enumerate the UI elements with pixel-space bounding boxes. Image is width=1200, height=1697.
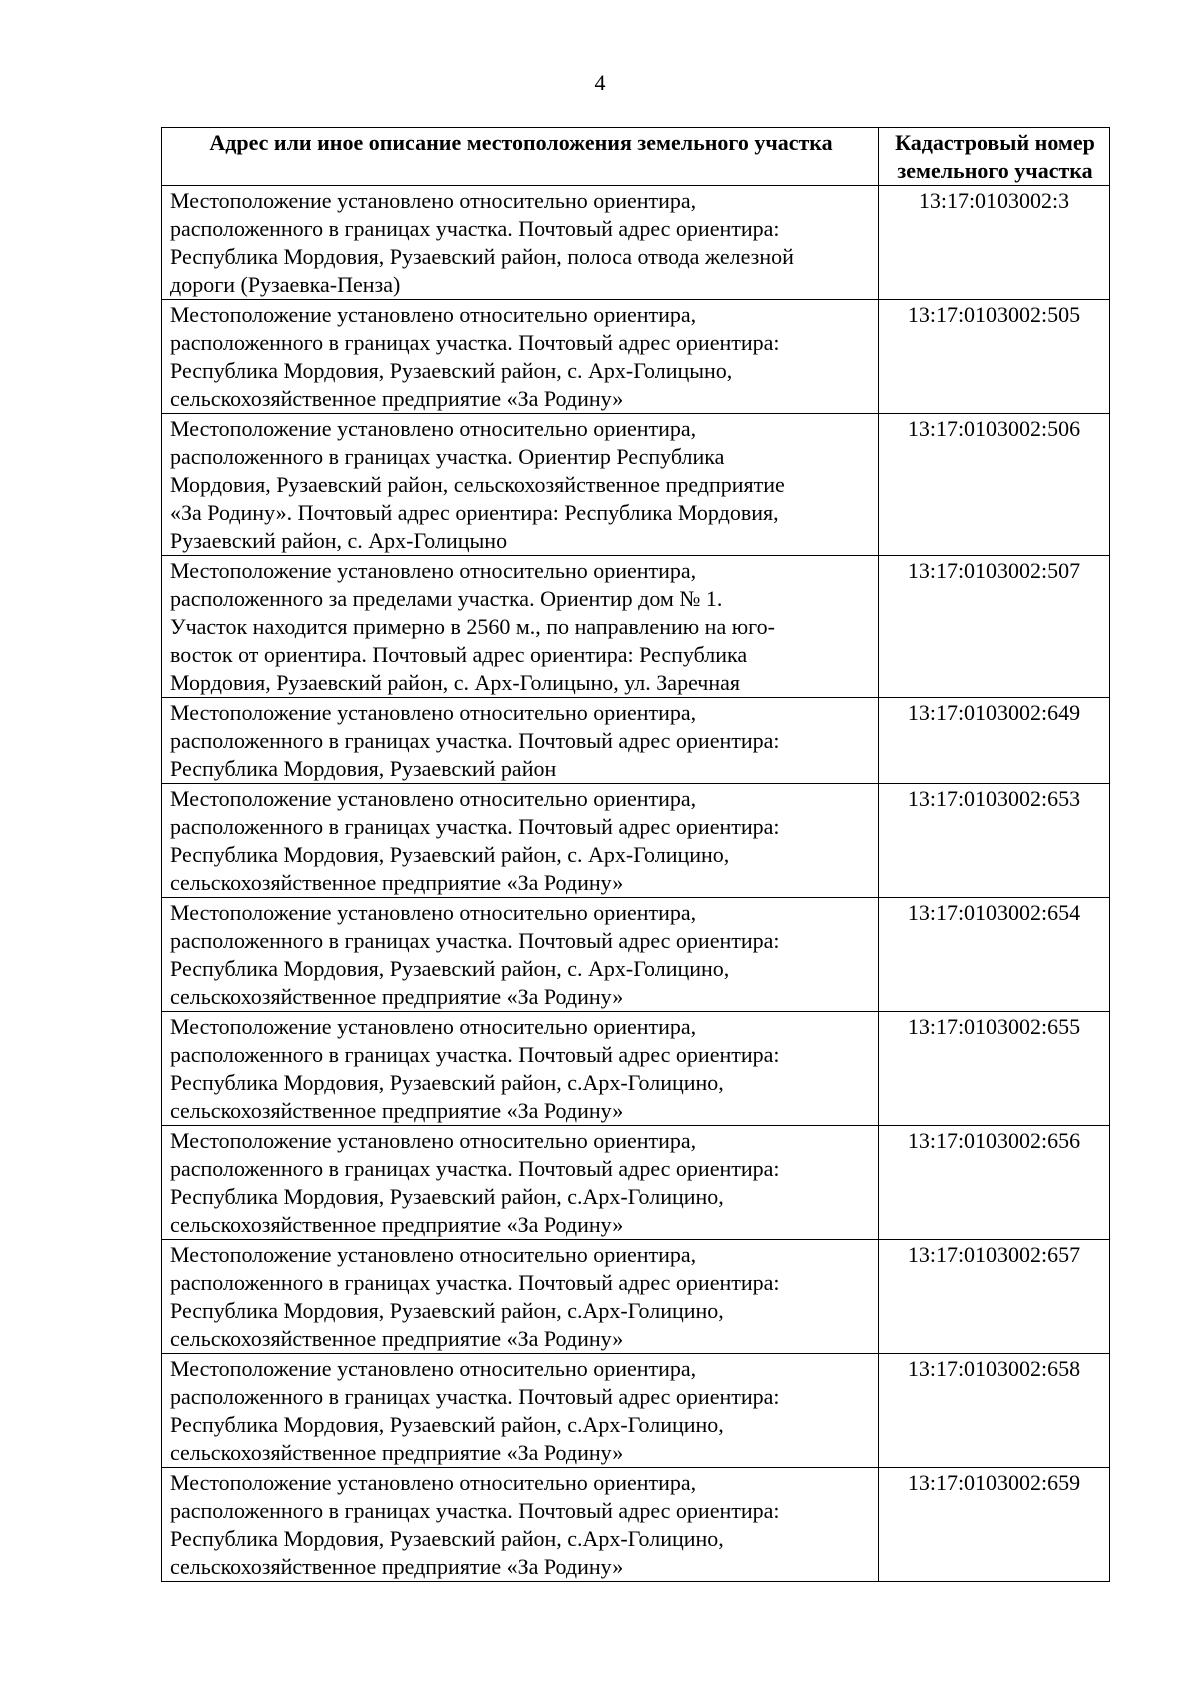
- parcel-address-cell: [162, 186, 879, 300]
- parcel-address-line: Мордовия, Рузаевский район, с. Арх-Голицыно, ул. Заречная: [170, 670, 741, 695]
- parcel-address-line: Рузаевский район, с. Арх-Голицыно: [170, 528, 508, 553]
- cadastral-number-cell: 13:17:0103002:649: [879, 698, 1110, 784]
- table-body: [162, 186, 1110, 1582]
- table-row: [162, 1012, 1110, 1126]
- parcel-address-line: расположенного в границах участка. Почтовый адрес ориентира:: [170, 1498, 780, 1523]
- parcel-address-line: сельскохозяйственное предприятие «За Родину»: [170, 1098, 624, 1123]
- cadastral-number-cell: 13:17:0103002:653: [879, 784, 1110, 898]
- parcel-address-line: Местоположение установлено относительно ориентира,: [170, 1128, 697, 1153]
- parcel-address-line: Республика Мордовия, Рузаевский район: [170, 756, 557, 781]
- cadastral-number-cell: 13:17:0103002:654: [879, 898, 1110, 1012]
- parcel-address-line: Республика Мордовия, Рузаевский район, с. Арх-Голицино,: [170, 842, 730, 867]
- table-row: [162, 186, 1110, 300]
- parcel-address-cell: [162, 1468, 879, 1582]
- parcel-address-line: расположенного в границах участка. Почтовый адрес ориентира:: [170, 216, 780, 241]
- parcel-address-cell: [162, 1240, 879, 1354]
- parcel-address-line: Местоположение установлено относительно ориентира,: [170, 1470, 697, 1495]
- parcel-address-line: Местоположение установлено относительно ориентира,: [170, 1014, 697, 1039]
- parcel-address-line: Участок находится примерно в 2560 м., по направлению на юго-: [170, 614, 775, 639]
- parcel-address-cell: [162, 414, 879, 556]
- parcel-address-line: Местоположение установлено относительно ориентира,: [170, 900, 697, 925]
- cadastral-number-cell: 13:17:0103002:505: [879, 300, 1110, 414]
- parcel-address-line: сельскохозяйственное предприятие «За Родину»: [170, 386, 624, 411]
- table-row: [162, 414, 1110, 556]
- parcel-address-line: Местоположение установлено относительно ориентира,: [170, 302, 697, 327]
- cadastral-number-cell: 13:17:0103002:656: [879, 1126, 1110, 1240]
- parcel-address-line: сельскохозяйственное предприятие «За Родину»: [170, 1326, 624, 1351]
- header-address: Адрес или иное описание местоположения земельного участка: [162, 128, 879, 186]
- table-row: [162, 1126, 1110, 1240]
- table-row: [162, 1240, 1110, 1354]
- table-row: [162, 698, 1110, 784]
- parcel-address-line: сельскохозяйственное предприятие «За Родину»: [170, 1440, 624, 1465]
- parcel-address-line: сельскохозяйственное предприятие «За Родину»: [170, 1212, 624, 1237]
- parcel-address-line: расположенного за пределами участка. Ориентир дом № 1.: [170, 586, 723, 611]
- table-header-row: [162, 128, 1110, 186]
- parcel-address-line: расположенного в границах участка. Почтовый адрес ориентира:: [170, 1042, 780, 1067]
- parcel-address-cell: [162, 698, 879, 784]
- header-cadastral-number: Кадастровый номер земельного участка: [879, 128, 1110, 186]
- cadastral-number-cell: 13:17:0103002:655: [879, 1012, 1110, 1126]
- cadastral-number-cell: 13:17:0103002:3: [879, 186, 1110, 300]
- table-row: [162, 300, 1110, 414]
- parcel-address-line: восток от ориентира. Почтовый адрес ориентира: Республика: [170, 642, 748, 667]
- parcel-address-line: «За Родину». Почтовый адрес ориентира: Республика Мордовия,: [170, 500, 779, 525]
- parcel-address-line: Республика Мордовия, Рузаевский район, полоса отвода железной: [170, 244, 794, 269]
- cadastral-number-cell: 13:17:0103002:659: [879, 1468, 1110, 1582]
- parcel-address-line: Республика Мордовия, Рузаевский район, с.Арх-Голицино,: [170, 1298, 724, 1323]
- cadastral-number-cell: 13:17:0103002:507: [879, 556, 1110, 698]
- parcel-address-line: сельскохозяйственное предприятие «За Родину»: [170, 984, 624, 1009]
- parcel-address-line: Местоположение установлено относительно ориентира,: [170, 700, 697, 725]
- parcel-address-line: дороги (Рузаевка-Пенза): [170, 272, 401, 297]
- cadastral-number-cell: 13:17:0103002:658: [879, 1354, 1110, 1468]
- parcel-address-line: расположенного в границах участка. Ориентир Республика: [170, 444, 725, 469]
- table-row: [162, 1468, 1110, 1582]
- parcel-address-line: расположенного в границах участка. Почтовый адрес ориентира:: [170, 814, 780, 839]
- parcel-address-line: сельскохозяйственное предприятие «За Родину»: [170, 870, 624, 895]
- parcel-address-line: расположенного в границах участка. Почтовый адрес ориентира:: [170, 1156, 780, 1181]
- parcel-address-line: Республика Мордовия, Рузаевский район, с.Арх-Голицино,: [170, 1412, 724, 1437]
- table-row: [162, 1354, 1110, 1468]
- parcel-address-line: Республика Мордовия, Рузаевский район, с.Арх-Голицино,: [170, 1526, 724, 1551]
- parcel-address-line: расположенного в границах участка. Почтовый адрес ориентира:: [170, 1270, 780, 1295]
- parcel-address-line: Республика Мордовия, Рузаевский район, с. Арх-Голицыно,: [170, 358, 733, 383]
- parcel-address-cell: [162, 898, 879, 1012]
- parcel-address-line: расположенного в границах участка. Почтовый адрес ориентира:: [170, 330, 780, 355]
- parcel-address-line: Местоположение установлено относительно ориентира,: [170, 188, 697, 213]
- parcel-address-line: расположенного в границах участка. Почтовый адрес ориентира:: [170, 728, 780, 753]
- parcel-address-cell: [162, 556, 879, 698]
- parcel-address-line: Республика Мордовия, Рузаевский район, с. Арх-Голицино,: [170, 956, 730, 981]
- parcel-address-line: Местоположение установлено относительно ориентира,: [170, 416, 697, 441]
- parcel-address-cell: [162, 784, 879, 898]
- parcel-address-line: Местоположение установлено относительно ориентира,: [170, 786, 697, 811]
- land-parcels-table: [161, 127, 1110, 1582]
- table-row: [162, 898, 1110, 1012]
- cadastral-number-cell: 13:17:0103002:506: [879, 414, 1110, 556]
- cadastral-number-cell: 13:17:0103002:657: [879, 1240, 1110, 1354]
- parcel-address-cell: [162, 300, 879, 414]
- table-row: [162, 556, 1110, 698]
- parcel-address-line: сельскохозяйственное предприятие «За Родину»: [170, 1554, 624, 1579]
- parcel-address-line: Местоположение установлено относительно ориентира,: [170, 558, 697, 583]
- page-number: 4: [594, 70, 606, 95]
- parcel-address-line: расположенного в границах участка. Почтовый адрес ориентира:: [170, 928, 780, 953]
- table-row: [162, 784, 1110, 898]
- parcel-address-cell: [162, 1012, 879, 1126]
- parcel-address-line: Республика Мордовия, Рузаевский район, с.Арх-Голицино,: [170, 1184, 724, 1209]
- parcel-address-line: Республика Мордовия, Рузаевский район, с.Арх-Голицино,: [170, 1070, 724, 1095]
- parcel-address-line: Местоположение установлено относительно ориентира,: [170, 1356, 697, 1381]
- parcel-address-line: расположенного в границах участка. Почтовый адрес ориентира:: [170, 1384, 780, 1409]
- parcel-address-line: Мордовия, Рузаевский район, сельскохозяйственное предприятие: [170, 472, 785, 497]
- parcel-address-line: Местоположение установлено относительно ориентира,: [170, 1242, 697, 1267]
- parcel-address-cell: [162, 1126, 879, 1240]
- parcel-address-cell: [162, 1354, 879, 1468]
